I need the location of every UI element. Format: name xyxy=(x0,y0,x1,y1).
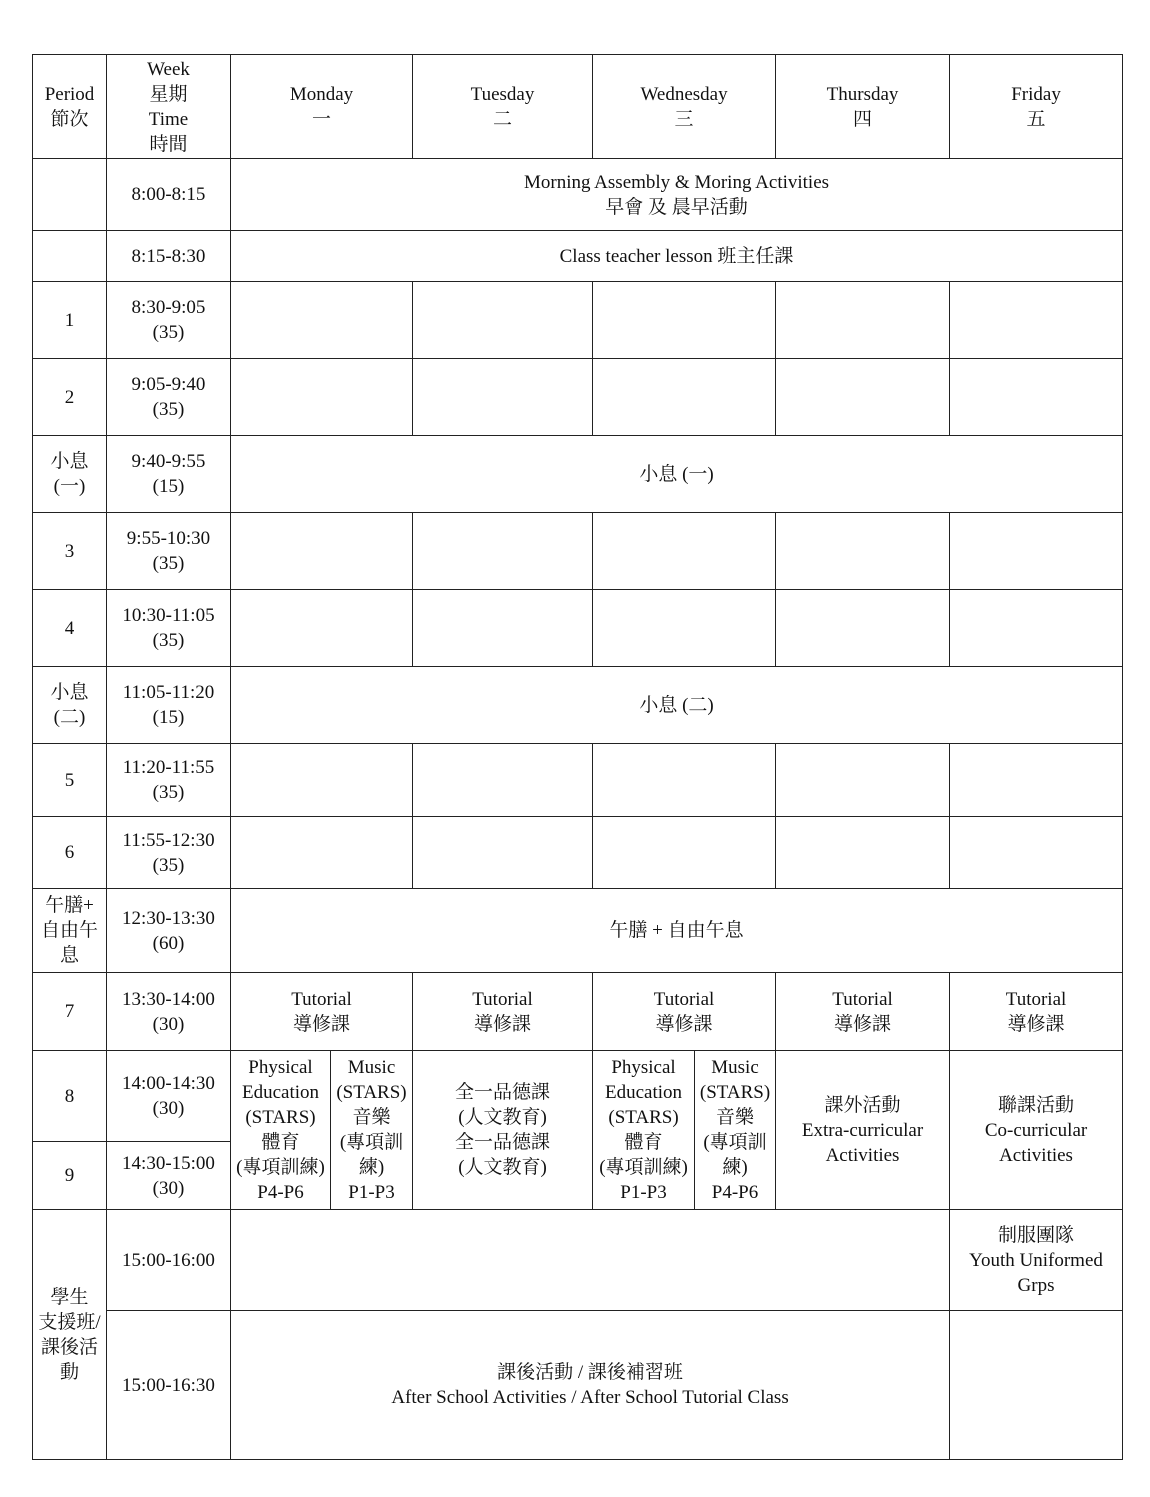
slot-cell xyxy=(231,359,413,436)
slot-cell xyxy=(950,744,1123,817)
slot-cell xyxy=(413,513,593,590)
lunch-cell: 午膳 + 自由午息 xyxy=(231,889,1123,973)
tutorial-cell-wednesday: Tutorial 導修課 xyxy=(593,973,776,1051)
slot-cell xyxy=(950,590,1123,667)
slot-cell xyxy=(593,744,776,817)
slot-cell xyxy=(231,282,413,359)
time-cell: 11:55-12:30 (35) xyxy=(107,817,231,889)
slot-cell xyxy=(231,590,413,667)
header-monday: Monday 一 xyxy=(231,55,413,159)
row-period-2 xyxy=(33,359,1123,436)
row-period-5 xyxy=(33,744,1123,817)
row-period-3 xyxy=(33,513,1123,590)
period-cell: 5 xyxy=(33,744,107,817)
slot-cell xyxy=(776,744,950,817)
row-lunch xyxy=(33,889,1123,973)
row-period-8 xyxy=(33,1051,1123,1142)
uniformed-groups-cell: 制服團隊 Youth Uniformed Grps xyxy=(950,1210,1123,1311)
slot-cell xyxy=(950,359,1123,436)
period-cell: 2 xyxy=(33,359,107,436)
row-period-7 xyxy=(33,973,1123,1051)
header-tuesday: Tuesday 二 xyxy=(413,55,593,159)
slot-cell xyxy=(231,744,413,817)
timetable xyxy=(32,54,1123,1460)
row-after-school-1 xyxy=(33,1210,1123,1311)
period-cell: 3 xyxy=(33,513,107,590)
slot-cell xyxy=(776,282,950,359)
slot-cell xyxy=(950,817,1123,889)
time-cell: 9:05-9:40 (35) xyxy=(107,359,231,436)
slot-cell xyxy=(776,817,950,889)
time-cell: 11:05-11:20 (15) xyxy=(107,667,231,744)
row-class-teacher xyxy=(33,231,1123,282)
period-cell: 小息 (二) xyxy=(33,667,107,744)
music-stars-monday-cell: Music (STARS) 音樂 (專項訓 練) P1-P3 xyxy=(331,1051,413,1210)
row-period-6 xyxy=(33,817,1123,889)
tutorial-cell-thursday: Tutorial 導修課 xyxy=(776,973,950,1051)
header-friday: Friday 五 xyxy=(950,55,1123,159)
time-cell: 15:00-16:30 xyxy=(107,1311,231,1460)
row-period-1 xyxy=(33,282,1123,359)
period-cell: 4 xyxy=(33,590,107,667)
period-cell: 午膳+ 自由午 息 xyxy=(33,889,107,973)
time-cell: 15:00-16:00 xyxy=(107,1210,231,1311)
empty-cell xyxy=(950,1311,1123,1460)
assembly-cell: Morning Assembly & Moring Activities 早會 及 晨早活動 xyxy=(231,159,1123,231)
period-cell xyxy=(33,231,107,282)
time-cell: 10:30-11:05 (35) xyxy=(107,590,231,667)
time-cell: 14:30-15:00 (30) xyxy=(107,1142,231,1210)
class-teacher-cell: Class teacher lesson 班主任課 xyxy=(231,231,1123,282)
slot-cell xyxy=(950,282,1123,359)
period-cell: 小息 (一) xyxy=(33,436,107,513)
slot-cell xyxy=(776,590,950,667)
slot-cell xyxy=(593,359,776,436)
period-cell: 6 xyxy=(33,817,107,889)
slot-cell xyxy=(413,744,593,817)
header-thursday: Thursday 四 xyxy=(776,55,950,159)
slot-cell xyxy=(231,817,413,889)
row-after-school-2 xyxy=(33,1311,1123,1460)
row-period-4 xyxy=(33,590,1123,667)
time-cell: 9:55-10:30 (35) xyxy=(107,513,231,590)
time-cell: 12:30-13:30 (60) xyxy=(107,889,231,973)
after-school-activities-cell: 課後活動 / 課後補習班 After School Activities / After School Tutorial Class xyxy=(231,1311,950,1460)
period-cell: 8 xyxy=(33,1051,107,1142)
slot-cell xyxy=(231,513,413,590)
co-curricular-cell: 聯課活動 Co-curricular Activities xyxy=(950,1051,1123,1210)
tutorial-cell-monday: Tutorial 導修課 xyxy=(231,973,413,1051)
header-wednesday: Wednesday 三 xyxy=(593,55,776,159)
extra-curricular-cell: 課外活動 Extra-curricular Activities xyxy=(776,1051,950,1210)
tutorial-cell-friday: Tutorial 導修課 xyxy=(950,973,1123,1051)
time-cell: 9:40-9:55 (15) xyxy=(107,436,231,513)
time-cell: 8:00-8:15 xyxy=(107,159,231,231)
header-row xyxy=(33,55,1123,159)
time-cell: 14:00-14:30 (30) xyxy=(107,1051,231,1142)
row-assembly xyxy=(33,159,1123,231)
slot-cell xyxy=(593,590,776,667)
slot-cell xyxy=(413,282,593,359)
pe-stars-monday-cell: Physical Education (STARS) 體育 (專項訓練) P4-P6 xyxy=(231,1051,331,1210)
slot-cell xyxy=(950,513,1123,590)
period-cell: 9 xyxy=(33,1142,107,1210)
time-cell: 13:30-14:00 (30) xyxy=(107,973,231,1051)
empty-cell xyxy=(231,1210,950,1311)
slot-cell xyxy=(413,590,593,667)
slot-cell xyxy=(413,359,593,436)
header-week-time: Week 星期 Time 時間 xyxy=(107,55,231,159)
period-cell xyxy=(33,159,107,231)
recess-cell: 小息 (二) xyxy=(231,667,1123,744)
after-school-period-cell: 學生 支援班/ 課後活 動 xyxy=(33,1210,107,1460)
moral-education-tuesday-cell: 全一品德課 (人文教育) 全一品德課 (人文教育) xyxy=(413,1051,593,1210)
time-cell: 8:30-9:05 (35) xyxy=(107,282,231,359)
slot-cell xyxy=(413,817,593,889)
slot-cell xyxy=(776,513,950,590)
music-stars-wednesday-cell: Music (STARS) 音樂 (專項訓 練) P4-P6 xyxy=(695,1051,776,1210)
slot-cell xyxy=(593,513,776,590)
tutorial-cell-tuesday: Tutorial 導修課 xyxy=(413,973,593,1051)
header-period: Period 節次 xyxy=(33,55,107,159)
period-cell: 1 xyxy=(33,282,107,359)
pe-stars-wednesday-cell: Physical Education (STARS) 體育 (專項訓練) P1-P3 xyxy=(593,1051,695,1210)
row-recess-1 xyxy=(33,436,1123,513)
time-cell: 11:20-11:55 (35) xyxy=(107,744,231,817)
time-cell: 8:15-8:30 xyxy=(107,231,231,282)
recess-cell: 小息 (一) xyxy=(231,436,1123,513)
slot-cell xyxy=(593,282,776,359)
slot-cell xyxy=(776,359,950,436)
slot-cell xyxy=(593,817,776,889)
period-cell: 7 xyxy=(33,973,107,1051)
row-recess-2 xyxy=(33,667,1123,744)
